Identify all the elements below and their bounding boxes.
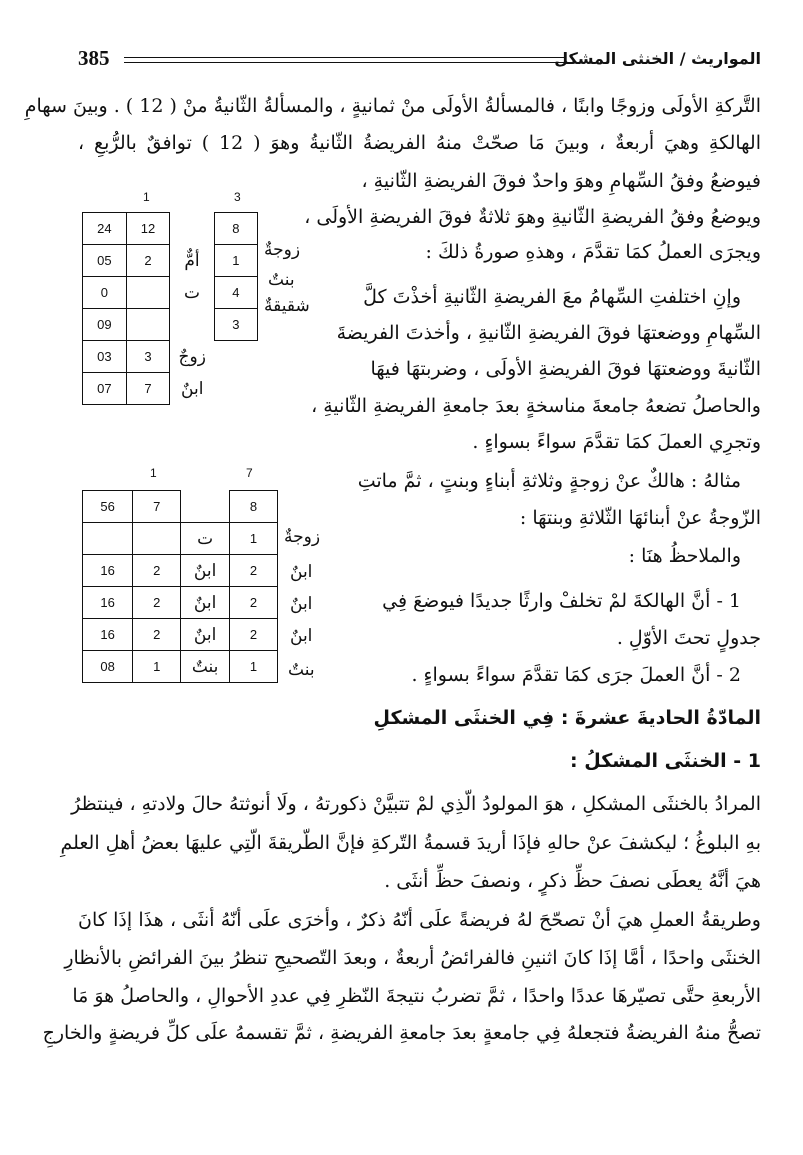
- table-cell: [214, 373, 257, 405]
- table-cell: 7: [133, 491, 181, 523]
- table-cell: 09: [83, 309, 127, 341]
- text-line: الزّوجةُ عنْ أبنائهَا الثّلاثةِ وبنتهَا :: [519, 507, 761, 529]
- table-cell: 16: [83, 619, 133, 651]
- table-cell: 0: [83, 277, 127, 309]
- table-cell: 3: [214, 309, 257, 341]
- text-line: مثالهُ : هالكٌ عنْ زوجةٍ وثلاثةِ أبناءٍ وبنتٍ ، ثمَّ ماتتِ: [357, 470, 741, 492]
- running-title: المواريث / الخنثى المشكل: [554, 48, 761, 68]
- heir-label: ابنٌ: [290, 626, 313, 646]
- text-line: ويجرَى العملُ كمَا تقدَّمَ ، وهذهِ صورةُ ذلكَ :: [425, 241, 761, 263]
- text-line: تصحُّ منهُ الفريضةُ فتجعلهُ فِي جامعةٍ بعدَ جامعةِ الفريضةِ ، ثمَّ تقسمهُ علَى كلِّ فريضةٍ والخارجِ: [42, 1022, 761, 1044]
- table-cell: 56: [83, 491, 133, 523]
- page-number: 385: [78, 45, 110, 70]
- section-heading: المادّةُ الحاديةَ عشرةَ : فِي الخنثَى المشكلِ: [373, 707, 761, 729]
- table1-top-label: 3: [234, 190, 241, 204]
- table-cell: ت: [183, 282, 200, 303]
- subsection-heading: 1 - الخنثَى المشكلُ :: [570, 750, 761, 772]
- table-cell: [83, 523, 133, 555]
- table-row: [83, 587, 278, 619]
- table-cell: [214, 341, 257, 373]
- heir-label: ابنٌ: [290, 562, 313, 582]
- text-line: بهِ البلوغُ ؛ ليكشفَ عنْ حالهِ فإذَا أريدَ قسمةُ التّركةِ فإنَّ الطّريقةَ الّتِي عليهَا بعضُ أهلِ العلمِ: [60, 832, 761, 854]
- text-line: ويوضعُ وفقُ الفريضةِ الثّانيةِ وهوَ ثلاثةٌ فوقَ الفريضةِ الأولَى ،: [304, 206, 761, 228]
- text-line: الخنثَى واحدًا ، أمَّا إذَا كانَ اثنينِ فالفرائضُ أربعةٌ ، وبعدَ التّصحيحِ تنظرُ بينَ الفرائضِ بالأنظارِ: [64, 947, 761, 969]
- table-row: [83, 309, 258, 341]
- table-row: [83, 555, 278, 587]
- table-cell: [133, 523, 181, 555]
- table-cell: ابنٌ: [181, 555, 230, 587]
- table-cell: 1: [133, 651, 181, 683]
- table-cell: بنتٌ: [181, 651, 230, 683]
- table-cell: [126, 309, 170, 341]
- table-cell: ابنٌ: [181, 378, 204, 399]
- table-cell: [170, 213, 214, 245]
- text-line: الأربعةِ حتَّى تصيّرهَا عددًا واحدًا ، ثمَّ تضربُ نتيجةَ النّظرِ فِي عددِ الأحوالِ ، والحاصلُ هوَ مَا: [72, 985, 761, 1007]
- table-cell: 1: [229, 651, 277, 683]
- heir-label: زوجةٌ: [284, 527, 321, 547]
- text-line: 2 - أنَّ العملَ جرَى كمَا تقدَّمَ سواءً بسواءٍ .: [411, 664, 741, 686]
- table2: [82, 490, 278, 683]
- table1: [82, 212, 258, 405]
- table-cell: 16: [83, 555, 133, 587]
- table-cell: 1: [229, 523, 277, 555]
- text-line: الثّانيةَ ووضعتهَا فوقَ الفريضةِ الأولَى ، وضربتهَا فيهَا: [370, 358, 761, 380]
- table-row: [83, 619, 278, 651]
- table-cell: 2: [133, 555, 181, 587]
- table-cell: 07: [83, 373, 127, 405]
- heir-label: بنتٌ: [288, 660, 315, 680]
- text-line: هيَ أنَّهُ يعطَى نصفَ حظِّ ذكرٍ ، ونصفَ حظِّ أنثَى .: [384, 870, 761, 892]
- text-line: 1 - أنَّ الهالكةَ لمْ تخلفْ وارثًا جديدًا فيوضعَ فِي: [382, 590, 741, 612]
- table-row: [83, 245, 258, 277]
- table-cell: [181, 491, 230, 523]
- table-cell: 24: [83, 213, 127, 245]
- table-cell: 05: [83, 245, 127, 277]
- heir-label: زوجةٌ: [264, 240, 301, 260]
- heir-label: شقيقةٌ: [264, 296, 310, 316]
- text-line: الهالكةِ وهيَ أربعةٌ ، وبينَ مَا صحّتْ منهُ الفريضةُ الثّانيةُ وهوَ ( 12 ) توافقٌ بالرُّبعِ ،: [78, 132, 761, 154]
- table-cell: [126, 277, 170, 309]
- table-row: [83, 373, 258, 405]
- table-cell: 4: [214, 277, 257, 309]
- text-line: المرادُ بالخنثَى المشكلِ ، هوَ المولودُ الّذِي لمْ تتبيَّنْ ذكورتهُ ، ولَا أنوثتهُ حالَ ولادتهِ ، فينتظرُ: [71, 793, 761, 815]
- heir-label: ابنٌ: [290, 594, 313, 614]
- text-line: وطريقةُ العملِ هيَ أنْ تصحّحَ لهُ فريضةً علَى أنّهُ ذكرٌ ، وأخرَى علَى أنّهُ أنثَى ، هذَا إذَا كانَ: [78, 909, 761, 931]
- table-cell: 12: [126, 213, 170, 245]
- table-cell: ت: [181, 523, 230, 555]
- table-row: [83, 341, 258, 373]
- text-line: التَّركةِ الأولَى وزوجًا وابنًا ، فالمسألةُ الأولَى منْ ثمانيةٍ ، والمسألةُ الثّانيةُ منْ ( 12 ) . وبينَ سهامِ: [24, 95, 761, 117]
- table-cell: 3: [126, 341, 170, 373]
- header-rule: [124, 57, 564, 63]
- table-row: [83, 213, 258, 245]
- table-cell: زوجٌ: [178, 346, 206, 367]
- table-cell: [170, 309, 214, 341]
- table-cell: 1: [214, 245, 257, 277]
- table-row: [83, 523, 278, 555]
- table2-top-label: 7: [246, 466, 253, 480]
- text-line: والملاحظُ هنَا :: [628, 545, 741, 567]
- table-cell: 8: [229, 491, 277, 523]
- text-line: وإنِ اختلفتِ السِّهامُ معَ الفريضةِ الثّانيةِ أخذْتَ كلَّ: [363, 286, 741, 308]
- table-cell: 08: [83, 651, 133, 683]
- text-line: وتجرِي العملَ كمَا تقدَّمَ سواءً بسواءٍ .: [472, 431, 761, 453]
- table-cell: 2: [133, 619, 181, 651]
- table-cell: 2: [229, 619, 277, 651]
- table-cell: 7: [126, 373, 170, 405]
- table-row: [83, 651, 278, 683]
- table-cell: 2: [126, 245, 170, 277]
- text-line: فيوضعُ وفقُ السِّهامِ وهوَ واحدٌ فوقَ الفريضةِ الثّانيةِ ،: [361, 170, 761, 192]
- table-row: [83, 491, 278, 523]
- table-cell: 2: [133, 587, 181, 619]
- text-line: جدولٍ تحتَ الأوّلِ .: [616, 627, 761, 649]
- table-cell: أمٌّ: [184, 250, 200, 271]
- table-cell: 2: [229, 587, 277, 619]
- table-cell: ابنٌ: [181, 587, 230, 619]
- table-cell: 16: [83, 587, 133, 619]
- table-row: [83, 277, 258, 309]
- text-line: السِّهامِ ووضعتهَا فوقَ الفريضةِ الثّانيةِ ، وأخذتَ الفريضةَ: [336, 322, 761, 344]
- table1-top-label: 1: [143, 190, 150, 204]
- table-cell: 8: [214, 213, 257, 245]
- table-cell: 03: [83, 341, 127, 373]
- text-line: والحاصلُ تضعهُ جامعةَ مناسخةٍ بعدَ جامعةِ الفريضةِ الثّانيةِ ،: [311, 395, 761, 417]
- table-cell: ابنٌ: [181, 619, 230, 651]
- table2-top-label: 1: [150, 466, 157, 480]
- heir-label: بنتٌ: [268, 270, 295, 290]
- table-cell: 2: [229, 555, 277, 587]
